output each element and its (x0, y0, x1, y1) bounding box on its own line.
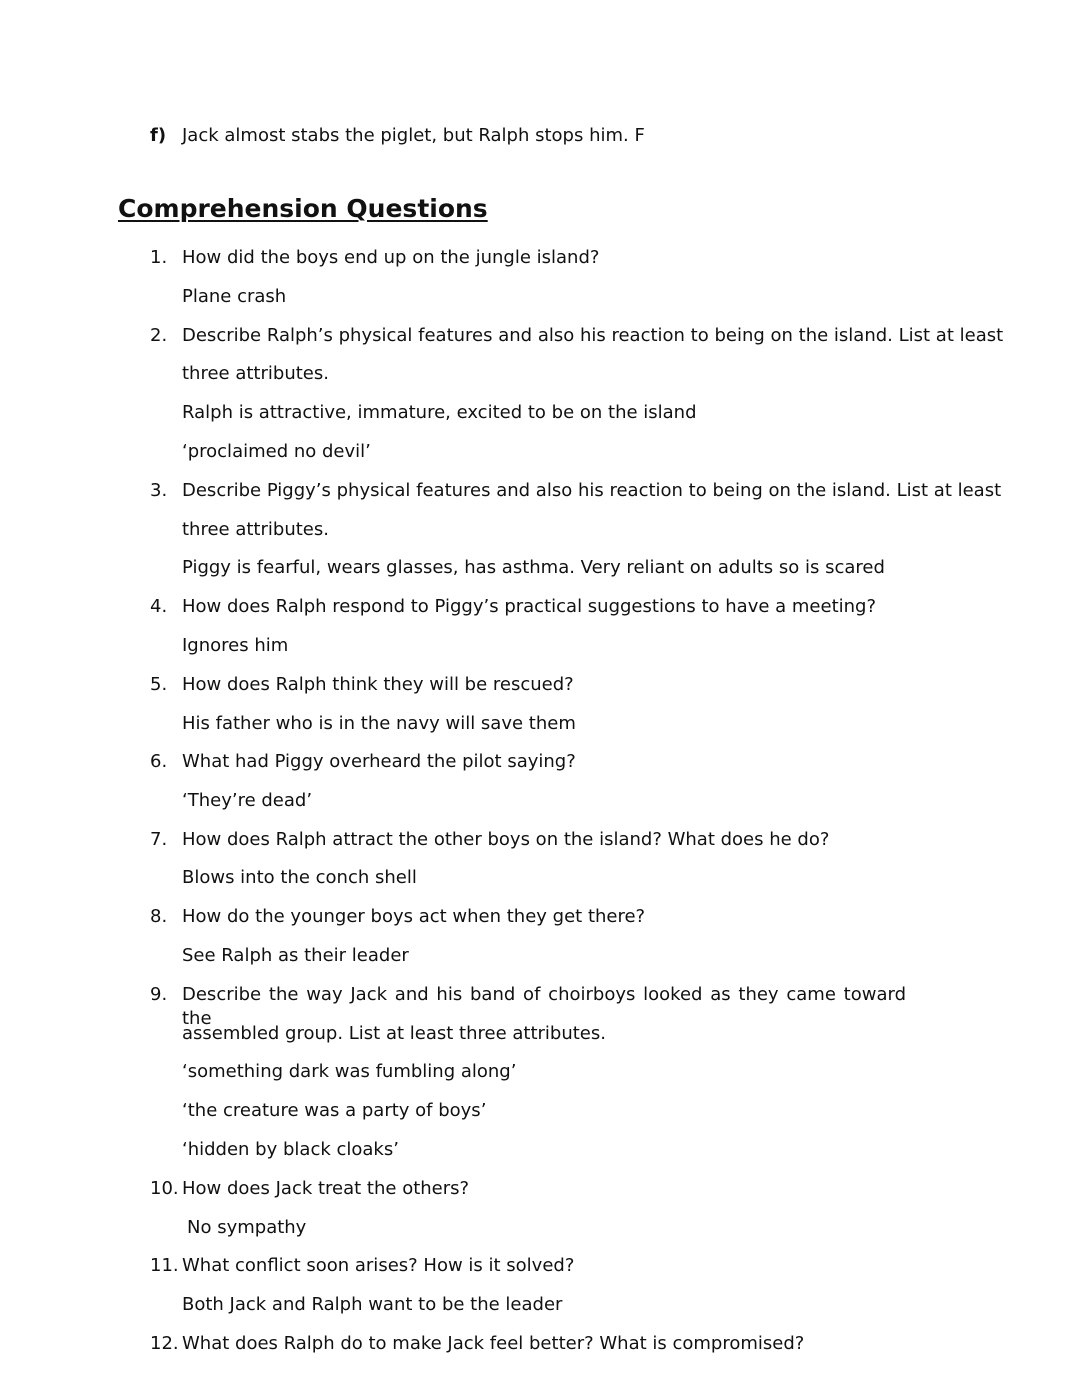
answer-text: Ralph is attractive, immature, excited to be on the island (182, 402, 697, 423)
question-text: assembled group. List at least three attributes. (182, 1023, 606, 1044)
question-number: 9. (150, 984, 168, 1005)
question-text: How does Ralph respond to Piggy’s practical suggestions to have a meeting? (182, 596, 877, 617)
answer-text: ‘the creature was a party of boys’ (182, 1100, 487, 1121)
answer-text: His father who is in the navy will save them (182, 713, 576, 734)
answer-text: Piggy is fearful, wears glasses, has asthma. Very reliant on adults so is scared (182, 557, 885, 578)
question-text: How does Ralph attract the other boys on the island? What does he do? (182, 829, 830, 850)
question-text: What conflict soon arises? How is it solved? (182, 1255, 575, 1276)
item-text-f: Jack almost stabs the piglet, but Ralph stops him. F (182, 125, 645, 146)
question-text: three attributes. (182, 363, 329, 384)
question-text: Describe Ralph’s physical features and also his reaction to being on the island. List at least (182, 325, 1004, 346)
question-number: 5. (150, 674, 168, 695)
question-number: 2. (150, 325, 168, 346)
question-text: Describe the way Jack and his band of choirboys looked as they came toward the (182, 984, 906, 1029)
answer-text: Plane crash (182, 286, 287, 307)
answer-text: ‘hidden by black cloaks’ (182, 1139, 399, 1160)
question-text: three attributes. (182, 519, 329, 540)
answer-text: ‘something dark was fumbling along’ (182, 1061, 517, 1082)
question-number: 8. (150, 906, 168, 927)
question-text: How did the boys end up on the jungle island? (182, 247, 600, 268)
question-text: What had Piggy overheard the pilot saying? (182, 751, 576, 772)
answer-text: No sympathy (187, 1217, 307, 1238)
question-text: What does Ralph do to make Jack feel better? What is compromised? (182, 1333, 805, 1354)
question-number: 10. (150, 1178, 179, 1199)
answer-text: ‘proclaimed no devil’ (182, 441, 371, 462)
question-number: 11. (150, 1255, 179, 1276)
question-text: How do the younger boys act when they get there? (182, 906, 646, 927)
question-number: 3. (150, 480, 168, 501)
answer-text: Blows into the conch shell (182, 867, 417, 888)
item-label-f: f) (150, 125, 167, 146)
question-number: 4. (150, 596, 168, 617)
answer-text: See Ralph as their leader (182, 945, 409, 966)
section-heading: Comprehension Questions (118, 194, 488, 223)
question-number: 1. (150, 247, 168, 268)
answer-text: Both Jack and Ralph want to be the leader (182, 1294, 563, 1315)
question-text: How does Jack treat the others? (182, 1178, 470, 1199)
answer-text: Ignores him (182, 635, 289, 656)
question-number: 7. (150, 829, 168, 850)
question-number: 12. (150, 1333, 179, 1354)
question-text: How does Ralph think they will be rescued? (182, 674, 574, 695)
question-text: Describe Piggy’s physical features and also his reaction to being on the island. List at least (182, 480, 1002, 501)
answer-text: ‘They’re dead’ (182, 790, 313, 811)
question-number: 6. (150, 751, 168, 772)
